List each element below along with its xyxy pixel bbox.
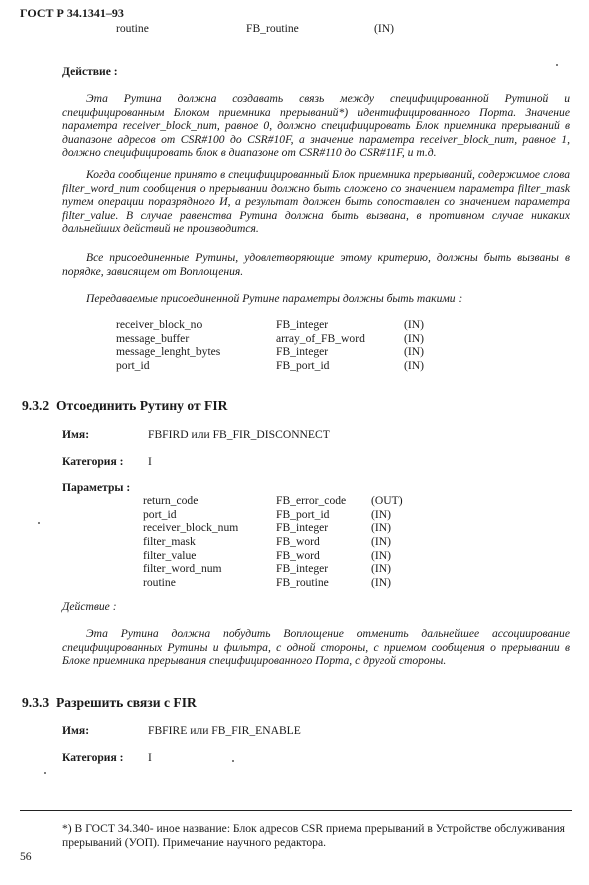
param-dir: (IN) — [374, 22, 394, 35]
param-row — [143, 562, 543, 576]
action-paragraph-1: Эта Рутина должна создавать связь между специфицированной Рутиной и специфицированным Блоком приемника прерываний*) идентифицированного Порта. Значение параметра receiver_block_num, равное 0, должно специфицировать Блок приемника прерываний в диапазоне адресов от CSR#100 до CSR#10F, а значение параметра receiver_block_num, равное 1, должно специфицировать блок в диапазоне от CSR#110 до CSR#11F, и т.д. — [62, 92, 570, 160]
param-type: array_of_FB_word — [276, 331, 365, 345]
param-name: routine — [143, 576, 176, 590]
param-name: filter_mask — [143, 535, 196, 549]
name-value: FBFIRD или FB_FIR_DISCONNECT — [148, 428, 330, 441]
param-type: FB_routine — [246, 22, 299, 35]
standard-header: ГОСТ Р 34.1341–93 — [20, 6, 124, 20]
page-number: 56 — [20, 850, 32, 863]
section-number: 9.3.2 — [22, 398, 50, 413]
scan-speck — [38, 522, 40, 524]
category-label: Категория : — [62, 455, 124, 468]
action-label: Действие : — [62, 65, 118, 78]
params-label: Параметры : — [62, 481, 131, 494]
param-row — [143, 521, 543, 535]
param-type: FB_integer — [276, 345, 329, 359]
section-933-heading — [22, 695, 197, 711]
param-name: receiver_block_num — [143, 521, 239, 535]
param-type: FB_port_id — [276, 359, 330, 373]
param-dir: (IN) — [404, 359, 424, 373]
param-row — [116, 332, 516, 346]
param-name: message_buffer — [116, 331, 190, 345]
param-name: port_id — [143, 507, 177, 521]
param-row — [143, 576, 543, 590]
param-type: FB_word — [276, 535, 320, 549]
param-dir: (IN) — [371, 507, 391, 521]
param-dir: (IN) — [404, 318, 424, 331]
param-type: FB_integer — [276, 562, 329, 576]
param-type: FB_port_id — [276, 507, 330, 521]
param-name: receiver_block_no — [116, 318, 203, 331]
category-value: I — [148, 751, 152, 764]
param-name: routine — [116, 22, 149, 35]
param-dir: (OUT) — [371, 494, 403, 507]
param-dir: (IN) — [404, 331, 424, 345]
callback-params-table — [116, 318, 516, 373]
name-value: FBFIRE или FB_FIR_ENABLE — [148, 724, 301, 737]
param-type: FB_error_code — [276, 494, 347, 507]
action-paragraph-2: Когда сообщение принято в специфицированный Блок приемника прерываний, содержимое слова filter_word_num сообщения о прерывании должно быть сложено со значением параметра filter_mask путем операции поразрядного И, а результат должен быть сопоставлен со значением параметра filter_value. В случае равенства Рутина должна быть вызвана, в противном случае никаких дальнейших действий не производится. — [62, 168, 570, 236]
param-dir: (IN) — [371, 576, 391, 590]
scan-speck — [44, 772, 46, 774]
param-dir: (IN) — [371, 535, 391, 549]
param-name: return_code — [143, 494, 199, 507]
param-type: FB_routine — [276, 576, 329, 590]
param-dir: (IN) — [404, 345, 424, 359]
footnote-text: *) В ГОСТ 34.340- иное название: Блок адресов CSR приема прерываний в Устройстве обслуживания прерываний (УОП). Примечание научного редактора. — [62, 822, 566, 849]
param-type: FB_word — [276, 548, 320, 562]
param-dir: (IN) — [371, 521, 391, 535]
section-932-heading — [22, 398, 227, 414]
param-dir: (IN) — [371, 562, 391, 576]
scan-speck — [556, 64, 558, 66]
section-title: Отсоединить Рутину от FIR — [55, 398, 228, 413]
param-name: filter_word_num — [143, 562, 222, 576]
action-paragraph-3: Все присоединенные Рутины, удовлетворяющие этому критерию, должны быть вызваны в порядке, зависящем от Воплощения. — [62, 251, 570, 278]
action-label-932: Действие : — [62, 600, 117, 613]
param-row — [143, 549, 543, 563]
carryover-param-row — [116, 22, 496, 36]
category-value: I — [148, 455, 152, 468]
action-paragraph-4: Передаваемые присоединенной Рутине параметры должны быть такими : — [86, 292, 463, 305]
param-row — [116, 345, 516, 359]
param-name: port_id — [116, 359, 150, 373]
param-name: message_lenght_bytes — [116, 345, 221, 359]
section-number: 9.3.3 — [22, 695, 50, 710]
section-title: Разрешить связи с FIR — [55, 695, 197, 710]
param-row — [143, 508, 543, 522]
disconnect-params-table — [143, 494, 543, 590]
param-row — [116, 359, 516, 373]
footnote-divider — [20, 810, 572, 811]
name-label: Имя: — [62, 428, 90, 441]
param-row — [143, 535, 543, 549]
param-dir: (IN) — [371, 548, 391, 562]
param-row — [143, 494, 543, 508]
scan-speck — [232, 760, 234, 762]
param-type: FB_integer — [276, 318, 329, 331]
param-type: FB_integer — [276, 521, 329, 535]
action-text-932: Эта Рутина должна побудить Воплощение отменить дальнейшее ассоциирование специфицированных Рутины и фильтра, с одной стороны, с приемом сообщения о прерывании в Блоке приемника прерывания специфицированного Порта, с другой стороны. — [62, 627, 570, 668]
name-label: Имя: — [62, 724, 90, 737]
param-row — [116, 318, 516, 332]
category-label: Категория : — [62, 751, 124, 764]
param-name: filter_value — [143, 548, 197, 562]
